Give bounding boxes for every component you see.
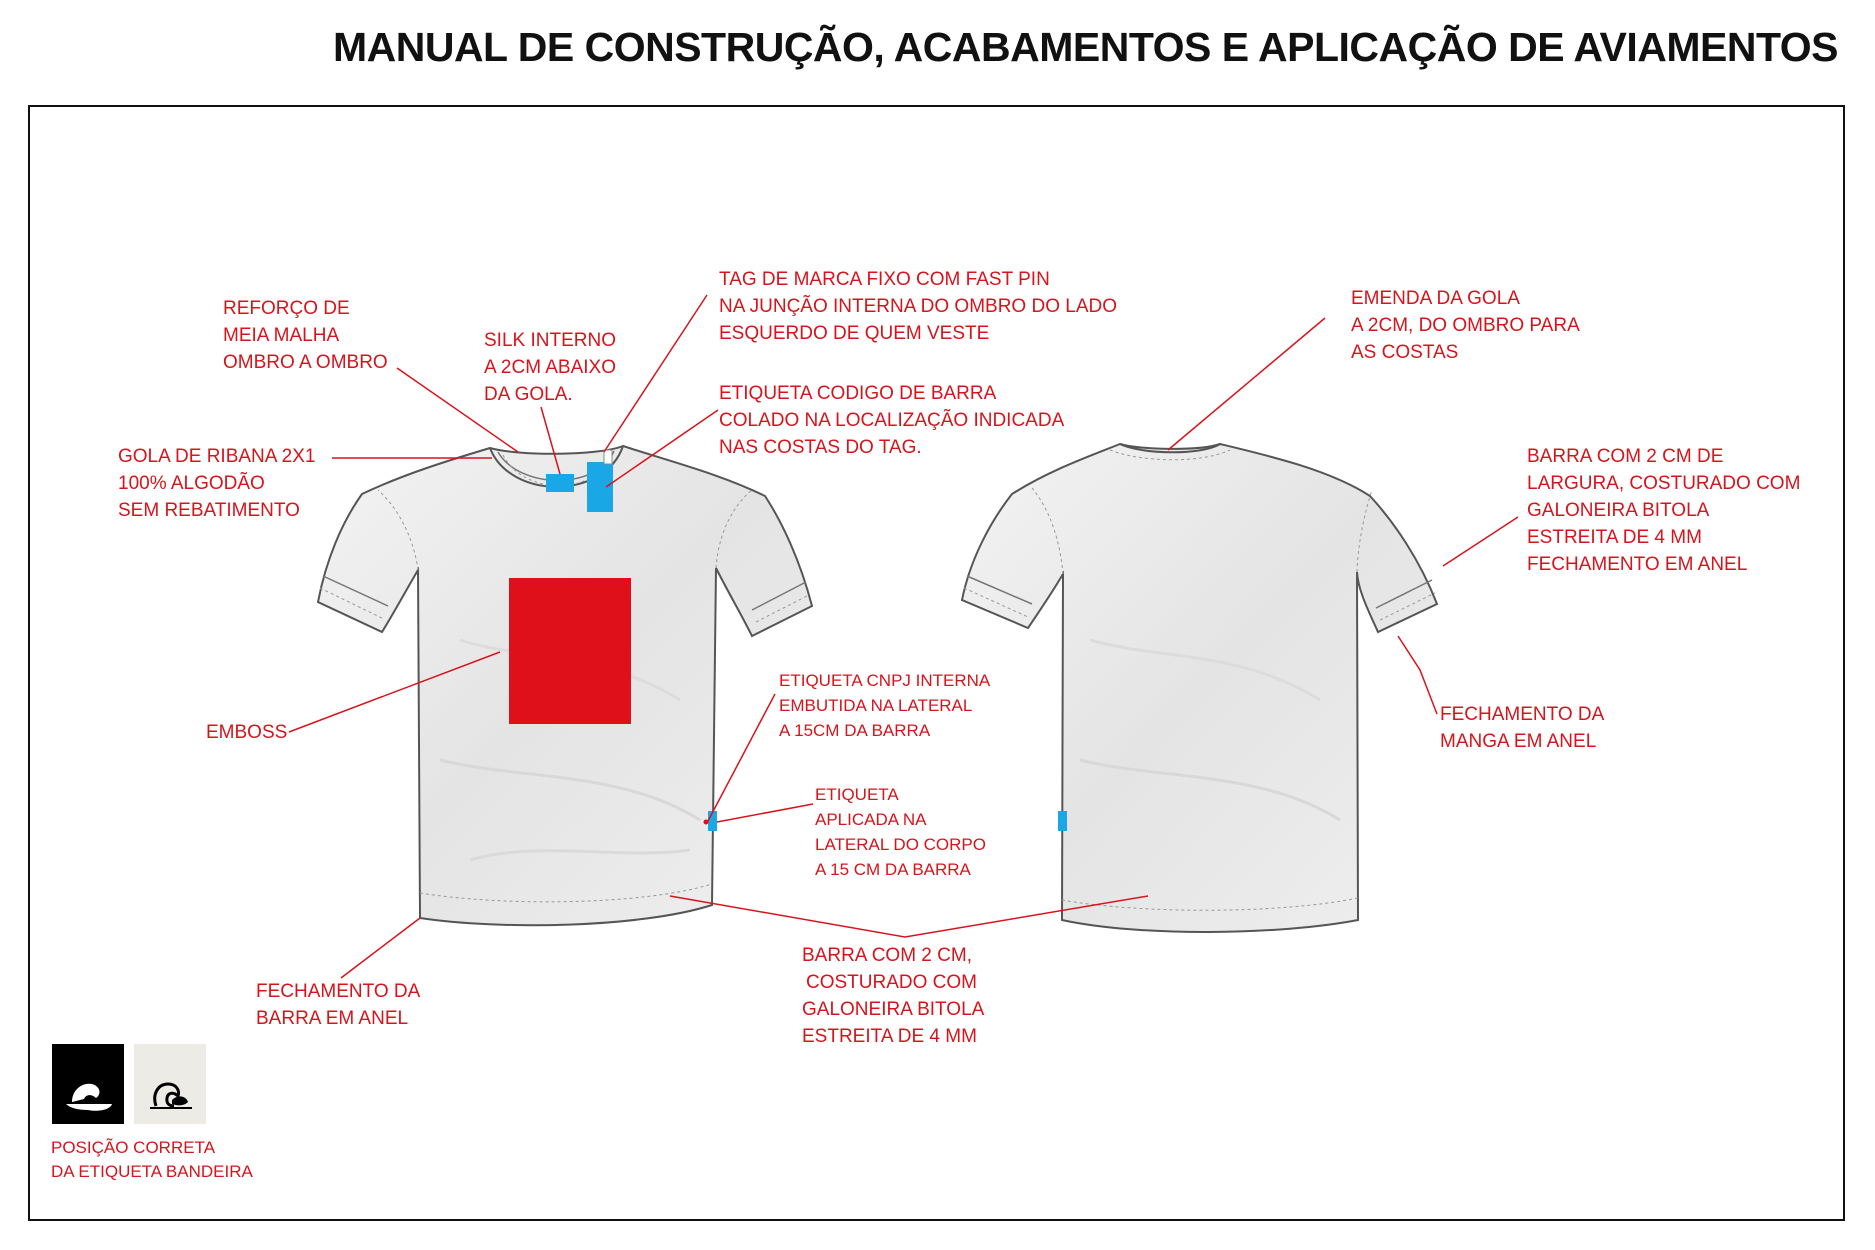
leader-lateral xyxy=(717,804,813,822)
emboss-block xyxy=(509,578,631,724)
brand-tag xyxy=(587,462,613,512)
callout-fechamento-manga: FECHAMENTO DA MANGA EM ANEL xyxy=(1440,704,1605,752)
page-title: MANUAL DE CONSTRUÇÃO, ACABAMENTOS E APLICAÇÃO DE AVIAMENTOS xyxy=(332,24,1838,70)
wave-logo-icon xyxy=(134,1044,206,1124)
leader-barra-manga xyxy=(1443,517,1518,566)
callout-tag-marca: TAG DE MARCA FIXO COM FAST PIN NA JUNÇÃO INTERNA DO OMBRO DO LADO ESQUERDO DE QUEM VESTE xyxy=(719,269,1117,344)
wave-logo-icon xyxy=(52,1044,124,1124)
leader-emenda-gola xyxy=(1168,318,1325,450)
flag-label-black xyxy=(52,1044,124,1124)
front-tshirt xyxy=(318,446,812,925)
callout-silk: SILK INTERNO A 2CM ABAIXO DA GOLA. xyxy=(484,330,616,405)
leader-fechamento-barra xyxy=(341,918,420,978)
callout-fechamento-barra: FECHAMENTO DA BARRA EM ANEL xyxy=(256,981,421,1029)
callout-barra-manga: BARRA COM 2 CM DE LARGURA, COSTURADO COM GALONEIRA BITOLA ESTREITA DE 4 MM FECHAMENTO EM ANEL xyxy=(1527,446,1801,575)
side-label-back xyxy=(1058,811,1067,831)
flag-label-white xyxy=(134,1044,206,1124)
back-tshirt xyxy=(962,444,1437,932)
callout-etiqueta-cnpj: ETIQUETA CNPJ INTERNA EMBUTIDA NA LATERAL A 15CM DA BARRA xyxy=(779,671,991,740)
silk-label xyxy=(546,474,574,492)
leader-fechamento-manga xyxy=(1398,636,1437,714)
callout-etiqueta-codigo: ETIQUETA CODIGO DE BARRA COLADO NA LOCALIZAÇÃO INDICADA NAS COSTAS DO TAG. xyxy=(719,383,1065,458)
callout-emenda-gola: EMENDA DA GOLA A 2CM, DO OMBRO PARA AS COSTAS xyxy=(1351,288,1580,363)
leader-cnpj xyxy=(708,694,775,821)
callout-barra-frente: BARRA COM 2 CM, COSTURADO COM GALONEIRA BITOLA ESTREITA DE 4 MM xyxy=(802,945,985,1047)
callout-gola: GOLA DE RIBANA 2X1 100% ALGODÃO SEM REBATIMENTO xyxy=(118,446,316,521)
callout-reforco: REFORÇO DE MEIA MALHA OMBRO A OMBRO xyxy=(223,298,388,373)
callout-posicao: POSIÇÃO CORRETA DA ETIQUETA BANDEIRA xyxy=(51,1138,253,1181)
callout-etiqueta-lateral: ETIQUETA APLICADA NA LATERAL DO CORPO A 15 CM DA BARRA xyxy=(815,785,986,879)
callout-emboss: EMBOSS xyxy=(206,722,288,743)
